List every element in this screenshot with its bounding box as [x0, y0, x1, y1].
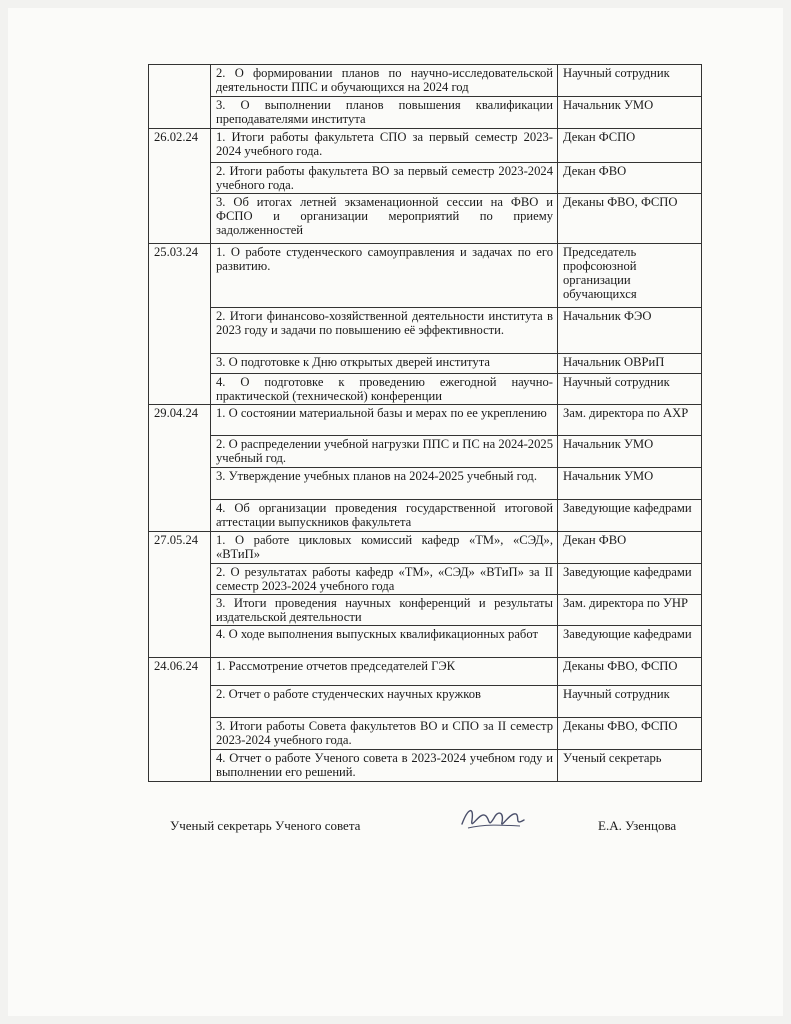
topic-cell: 1. О работе цикловых комиссий кафедр «ТМ», «СЭД», «ВТиП» [211, 532, 558, 564]
date-cell: 25.03.24 [149, 244, 211, 405]
topic-cell: 4. О ходе выполнения выпускных квалификационных работ [211, 626, 558, 658]
table-row [149, 244, 702, 308]
table-row [149, 718, 702, 750]
table-row [149, 750, 702, 782]
date-cell: 27.05.24 [149, 532, 211, 658]
handwritten-signature [458, 798, 528, 838]
topic-cell: 3. О подготовке к Дню открытых дверей института [211, 354, 558, 374]
date-cell: 29.04.24 [149, 405, 211, 532]
responsible-cell: Декан ФВО [558, 163, 702, 194]
table-row [149, 626, 702, 658]
meeting-plan-table [148, 64, 702, 782]
responsible-cell: Декан ФСПО [558, 129, 702, 163]
topic-cell: 1. О работе студенческого самоуправления и задачах по его развитию. [211, 244, 558, 308]
responsible-cell: Научный сотрудник [558, 686, 702, 718]
responsible-cell: Заведующие кафедрами [558, 564, 702, 595]
table-row [149, 595, 702, 626]
topic-cell: 4. Об организации проведения государственной итоговой аттестации выпускников факультета [211, 500, 558, 532]
topic-cell: 2. О результатах работы кафедр «ТМ», «СЭД» «ВТиП» за II семестр 2023-2024 учебного года [211, 564, 558, 595]
topic-cell: 3. О выполнении планов повышения квалификации преподавателями института [211, 97, 558, 129]
responsible-cell: Научный сотрудник [558, 374, 702, 405]
responsible-cell: Зам. директора по АХР [558, 405, 702, 436]
table-row [149, 129, 702, 163]
table-row [149, 564, 702, 595]
topic-cell: 2. Итоги работы факультета ВО за первый семестр 2023-2024 учебного года. [211, 163, 558, 194]
table-row [149, 97, 702, 129]
table-row [149, 308, 702, 354]
topic-cell: 2. Итоги финансово-хозяйственной деятельности института в 2023 году и задачи по повышению её эффективности. [211, 308, 558, 354]
responsible-cell: Научный сотрудник [558, 65, 702, 97]
responsible-cell: Начальник УМО [558, 97, 702, 129]
table-row [149, 163, 702, 194]
responsible-cell: Деканы ФВО, ФСПО [558, 658, 702, 686]
topic-cell: 1. Итоги работы факультета СПО за первый семестр 2023-2024 учебного года. [211, 129, 558, 163]
topic-cell: 4. Отчет о работе Ученого совета в 2023-2024 учебном году и выполнении его решений. [211, 750, 558, 782]
topic-cell: 1. Рассмотрение отчетов председателей ГЭК [211, 658, 558, 686]
topic-cell: 2. Отчет о работе студенческих научных кружков [211, 686, 558, 718]
responsible-cell: Председатель профсоюзной организации обучающихся [558, 244, 702, 308]
table-row [149, 354, 702, 374]
responsible-cell: Ученый секретарь [558, 750, 702, 782]
responsible-cell: Начальник УМО [558, 436, 702, 468]
signature-title: Ученый секретарь Ученого совета [170, 818, 361, 833]
responsible-cell: Начальник ОВРиП [558, 354, 702, 374]
topic-cell: 3. Утверждение учебных планов на 2024-2025 учебный год. [211, 468, 558, 500]
topic-cell: 3. Об итогах летней экзаменационной сессии на ФВО и ФСПО и организации мероприятий по приему задолженностей [211, 194, 558, 244]
responsible-cell: Заведующие кафедрами [558, 626, 702, 658]
topic-cell: 1. О состоянии материальной базы и мерах по ее укреплению [211, 405, 558, 436]
responsible-cell: Деканы ФВО, ФСПО [558, 194, 702, 244]
topic-cell: 3. Итоги проведения научных конференций и результаты издательской деятельности [211, 595, 558, 626]
date-cell: 26.02.24 [149, 129, 211, 244]
date-cell [149, 65, 211, 129]
date-cell: 24.06.24 [149, 658, 211, 782]
topic-cell: 3. Итоги работы Совета факультетов ВО и СПО за II семестр 2023-2024 учебного года. [211, 718, 558, 750]
topic-cell: 2. О распределении учебной нагрузки ППС и ПС на 2024-2025 учебный год. [211, 436, 558, 468]
responsible-cell: Зам. директора по УНР [558, 595, 702, 626]
responsible-cell: Декан ФВО [558, 532, 702, 564]
table-row [149, 468, 702, 500]
table-row [149, 194, 702, 244]
table-row [149, 436, 702, 468]
topic-cell: 2. О формировании планов по научно-исследовательской деятельности ППС и обучающихся на 2024 год [211, 65, 558, 97]
responsible-cell: Деканы ФВО, ФСПО [558, 718, 702, 750]
topic-cell: 4. О подготовке к проведению ежегодной научно-практической (технической) конференции [211, 374, 558, 405]
table-row [149, 532, 702, 564]
document-page [8, 8, 783, 1016]
table-row [149, 65, 702, 97]
table-row [149, 658, 702, 686]
responsible-cell: Начальник ФЭО [558, 308, 702, 354]
table-row [149, 405, 702, 436]
table-row [149, 374, 702, 405]
table-row [149, 686, 702, 718]
table-row [149, 500, 702, 532]
responsible-cell: Заведующие кафедрами [558, 500, 702, 532]
responsible-cell: Начальник УМО [558, 468, 702, 500]
signature-name: Е.А. Узенцова [598, 818, 677, 833]
